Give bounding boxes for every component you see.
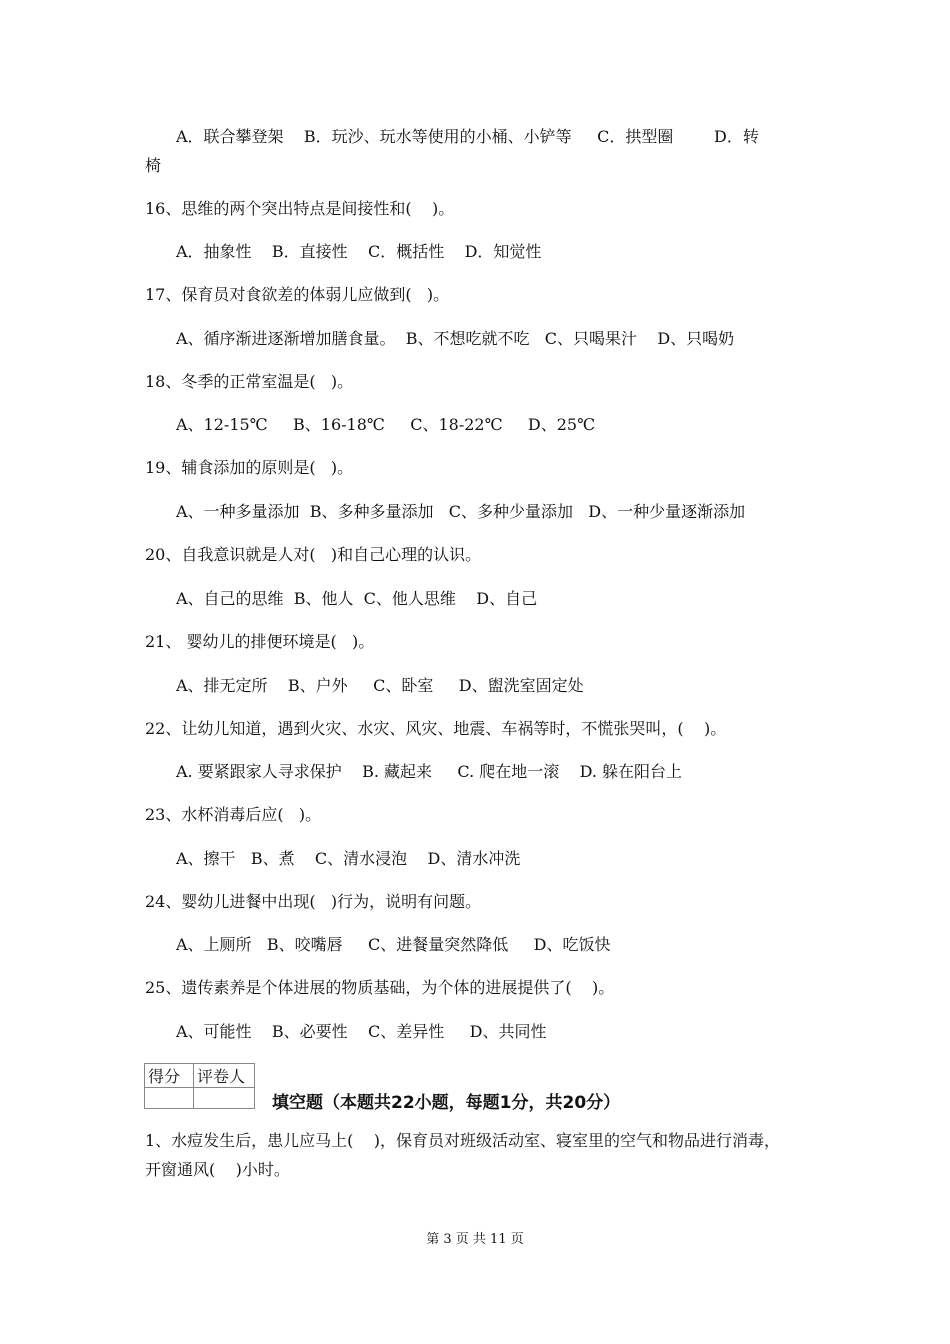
question-16-options: A．抽象性 B．直接性 C．概括性 D．知觉性 xyxy=(176,242,542,261)
question-20-options: A、自己的思维 B、他人 C、他人思维 D、自己 xyxy=(176,589,538,608)
score-cell xyxy=(145,1088,194,1109)
grader-label: 评卷人 xyxy=(194,1064,255,1088)
question-24-options: A、上厕所 B、咬嘴唇 C、进餐量突然降低 D、吃饭快 xyxy=(176,935,611,954)
question-18-options: A、12-15℃ B、16-18℃ C、18-22℃ D、25℃ xyxy=(176,415,596,434)
question-15-options: A．联合攀登架 B．玩沙、玩水等使用的小桶、小铲等 C．拱型圈 D．转 xyxy=(176,127,759,146)
fill-question-1-line-2: 开窗通风( )小时。 xyxy=(145,1160,290,1179)
question-17-options: A、循序渐进逐渐增加膳食量。 B、不想吃就不吃 C、只喝果汁 D、只喝奶 xyxy=(176,329,735,348)
question-19-options: A、一种多量添加 B、多种多量添加 C、多种少量添加 D、一种少量逐渐添加 xyxy=(176,502,746,521)
question-16-stem: 16、思维的两个突出特点是间接性和( )。 xyxy=(145,199,455,218)
grader-cell xyxy=(194,1088,255,1109)
section-title: 填空题（本题共22小题，每题1分，共20分） xyxy=(272,1093,621,1113)
question-18-stem: 18、冬季的正常室温是( )。 xyxy=(145,372,354,391)
question-22-stem: 22、让幼儿知道，遇到火灾、水灾、风灾、地震、车祸等时，不慌张哭叫，( )。 xyxy=(145,719,727,738)
fill-question-1-line-1: 1、水痘发生后，患儿应马上( )，保育员对班级活动室、寝室里的空气和物品进行消毒， xyxy=(145,1131,781,1150)
question-15-options-wrap: 椅 xyxy=(145,156,162,175)
question-25-stem: 25、遗传素养是个体进展的物质基础，为个体的进展提供了( )。 xyxy=(145,978,615,997)
question-23-options: A、擦干 B、煮 C、清水浸泡 D、清水冲洗 xyxy=(176,849,521,868)
question-25-options: A、可能性 B、必要性 C、差异性 D、共同性 xyxy=(176,1022,547,1041)
question-21-stem: 21、 婴幼儿的排便环境是( )。 xyxy=(145,632,375,651)
question-23-stem: 23、水杯消毒后应( )。 xyxy=(145,805,322,824)
question-20-stem: 20、自我意识就是人对( )和自己心理的认识。 xyxy=(145,545,482,564)
question-17-stem: 17、保育员对食欲差的体弱儿应做到( )。 xyxy=(145,285,450,304)
question-19-stem: 19、辅食添加的原则是( )。 xyxy=(145,458,354,477)
score-box xyxy=(144,1063,255,1109)
score-label: 得分 xyxy=(145,1064,194,1088)
question-22-options: A. 要紧跟家人寻求保护 B. 藏起来 C. 爬在地一滚 D. 躲在阳台上 xyxy=(176,762,683,781)
question-24-stem: 24、婴幼儿进餐中出现( )行为，说明有问题。 xyxy=(145,892,482,911)
page-footer: 第 3 页 共 11 页 xyxy=(426,1232,524,1247)
question-21-options: A、排无定所 B、户外 C、卧室 D、盥洗室固定处 xyxy=(176,676,584,695)
